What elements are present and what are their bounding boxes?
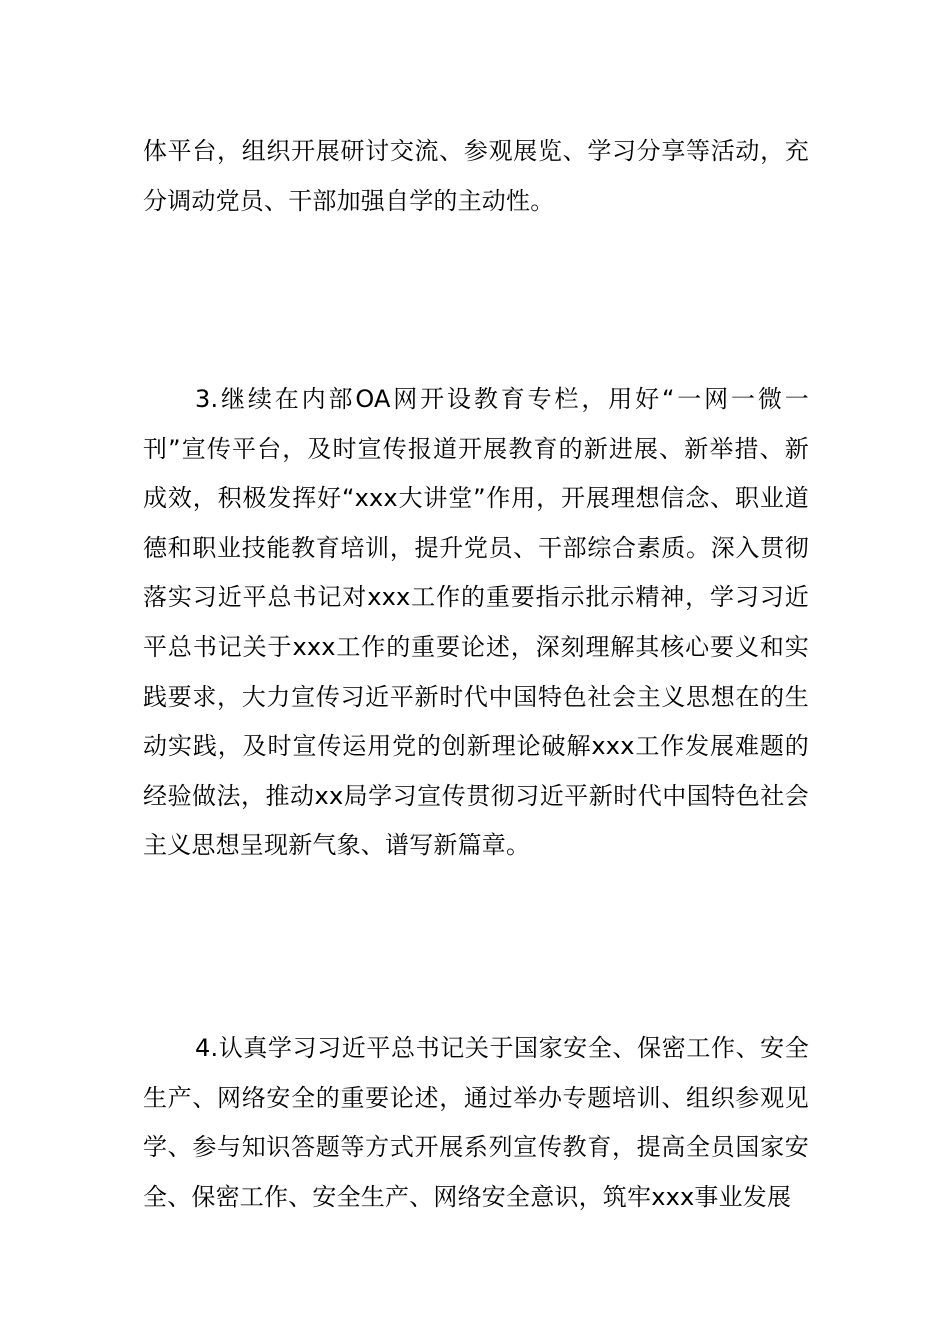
paragraph-item-4: 4.认真学习习近平总书记关于国家安全、保密工作、安全生产、网络安全的重要论述，通过举办专题培训、组织参观见学、参与知识答题等方式开展系列宣传教育，提高全员国家安全、保密工作、安全生产、网络安全意识，筑牢xxx事业发展 [143, 1034, 809, 1211]
paragraph-continuation: 体平台，组织开展研讨交流、参观展览、学习分享等活动，充分调动党员、干部加强自学的主动性。 [143, 137, 809, 215]
paragraph-item-3: 3.继续在内部OA网开设教育专栏，用好“一网一微一刊”宣传平台，及时宣传报道开展教育的新进展、新举措、新成效，积极发挥好“xxx大讲堂”作用，开展理想信念、职业道德和职业技能教育培训，提升党员、干部综合素质。深入贯彻落实习近平总书记对xxx工作的重要指示批示精神，学习习近平总书记关于xxx工作的重要论述，深刻理解其核心要义和实践要求，大力宣传习近平新时代中国特色社会主义思想在的生动实践，及时宣传运用党的创新理论破解xxx工作发展难题的经验做法，推动xx局学习宣传贯彻习近平新时代中国特色社会主义思想呈现新气象、谱写新篇章。 [143, 385, 809, 860]
